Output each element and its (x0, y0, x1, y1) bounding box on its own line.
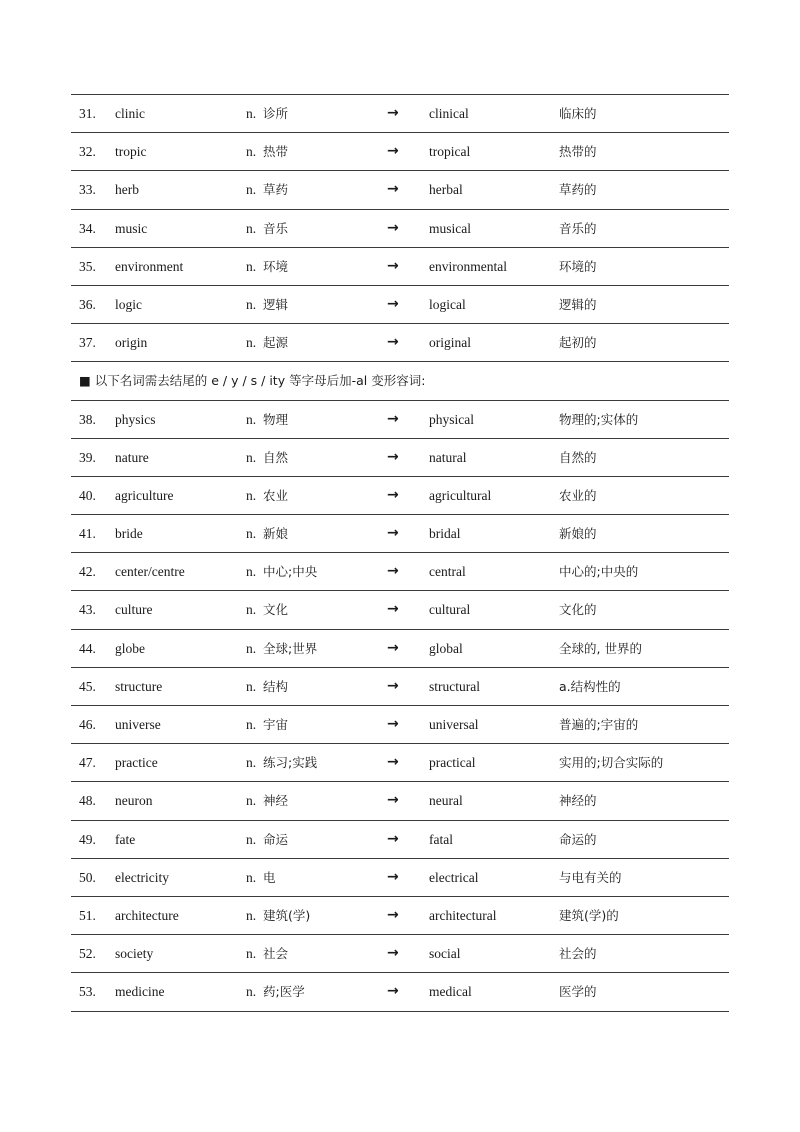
adjective-word: fatal (429, 831, 453, 847)
table-row (71, 324, 729, 362)
entry-number: 50. (79, 869, 96, 885)
adjective-word: architectural (429, 907, 497, 923)
noun-translation: 结构 (263, 678, 289, 694)
part-of-speech: n. (246, 602, 257, 618)
entry-number: 48. (79, 793, 96, 809)
entry-number: 41. (79, 526, 96, 542)
part-of-speech: n. (246, 106, 257, 121)
table-row (71, 630, 729, 668)
table-row (71, 286, 729, 324)
adjective-word: natural (429, 449, 467, 465)
adjective-translation: 音乐的 (559, 220, 597, 236)
noun-translation: 自然 (263, 449, 289, 465)
adjective-translation: 环境的 (559, 258, 597, 274)
noun-word: society (115, 946, 154, 962)
part-of-speech: n. (246, 411, 257, 427)
noun-word: universe (115, 717, 161, 732)
table-row (71, 439, 729, 477)
adjective-word: neural (429, 793, 463, 809)
arrow-icon: → (387, 792, 399, 809)
adjective-translation: 文化的 (559, 602, 597, 618)
table-row (71, 973, 729, 1011)
table-row (71, 515, 729, 553)
arrow-icon: → (387, 295, 399, 312)
part-of-speech: n. (246, 258, 257, 274)
arrow-icon: → (387, 219, 399, 236)
arrow-icon: → (387, 334, 399, 351)
entry-number: 32. (79, 144, 96, 160)
part-of-speech: n. (246, 946, 257, 962)
noun-word: structure (115, 678, 163, 694)
entry-number: 40. (79, 487, 96, 503)
table-row (71, 591, 729, 629)
adjective-word: practical (429, 755, 476, 771)
adjective-word: electrical (429, 869, 479, 885)
part-of-speech: n. (246, 755, 257, 771)
adjective-translation: 临床的 (559, 106, 597, 121)
entry-number: 47. (79, 755, 96, 771)
noun-translation: 神经 (263, 793, 289, 809)
table-row (71, 477, 729, 515)
section-note: ■ 以下名词需去结尾的 e / y / s / ity 等字母后加-al 变形容词: (79, 373, 426, 389)
entry-number: 44. (79, 640, 96, 656)
noun-word: electricity (115, 869, 169, 885)
noun-translation: 逻辑 (263, 296, 289, 312)
table-row (71, 897, 729, 935)
arrow-icon: → (387, 716, 399, 732)
arrow-icon: → (387, 257, 399, 274)
adjective-translation: 医学的 (559, 984, 597, 1000)
part-of-speech: n. (246, 984, 257, 1000)
entry-number: 35. (79, 258, 96, 274)
noun-word: neuron (115, 793, 153, 809)
arrow-icon: → (387, 181, 399, 198)
table-row (71, 95, 729, 133)
adjective-word: central (429, 564, 466, 580)
table-row (71, 821, 729, 859)
arrow-icon: → (387, 525, 399, 542)
adjective-word: cultural (429, 602, 471, 618)
entry-number: 34. (79, 220, 96, 236)
noun-word: culture (115, 602, 153, 618)
arrow-icon: → (387, 601, 399, 618)
adjective-translation: 农业的 (559, 487, 597, 503)
part-of-speech: n. (246, 220, 257, 236)
part-of-speech: n. (246, 526, 257, 542)
noun-translation: 物理 (263, 411, 289, 427)
arrow-icon: → (387, 906, 399, 923)
noun-translation: 练习;实践 (263, 755, 318, 771)
adjective-translation: 草药的 (559, 182, 597, 198)
noun-word: medicine (115, 984, 165, 1000)
noun-word: nature (115, 449, 149, 465)
entry-number: 37. (79, 335, 96, 351)
table-row (71, 171, 729, 209)
word-list-group-b (71, 401, 729, 1012)
adjective-translation: 与电有关的 (559, 869, 622, 885)
arrow-icon: → (387, 639, 399, 656)
adjective-translation: 神经的 (559, 793, 597, 809)
noun-translation: 音乐 (263, 220, 289, 236)
adjective-word: global (429, 640, 463, 656)
noun-translation: 命运 (263, 831, 289, 847)
noun-word: globe (115, 640, 145, 656)
adjective-translation: 自然的 (559, 449, 597, 465)
arrow-icon: → (387, 754, 399, 771)
table-row (71, 744, 729, 782)
part-of-speech: n. (246, 717, 257, 732)
noun-translation: 宇宙 (263, 717, 289, 732)
noun-word: practice (115, 755, 158, 771)
adjective-word: clinical (429, 106, 469, 121)
table-row (71, 706, 729, 744)
noun-translation: 环境 (263, 258, 289, 274)
entry-number: 51. (79, 907, 96, 923)
arrow-icon: → (387, 945, 399, 962)
adjective-translation: 逻辑的 (559, 296, 597, 312)
adjective-translation: 物理的;实体的 (559, 411, 639, 427)
entry-number: 52. (79, 946, 96, 962)
part-of-speech: n. (246, 182, 257, 198)
table-row (71, 553, 729, 591)
arrow-icon: → (387, 486, 399, 503)
adjective-translation: 新娘的 (559, 526, 597, 542)
noun-word: bride (115, 526, 143, 542)
arrow-icon: → (387, 563, 399, 580)
table-row (71, 133, 729, 171)
entry-number: 33. (79, 182, 96, 198)
noun-translation: 草药 (263, 182, 289, 198)
section-note-row (71, 362, 729, 400)
noun-translation: 建筑(学) (263, 907, 311, 923)
adjective-word: structural (429, 678, 480, 694)
noun-word: clinic (115, 106, 145, 121)
noun-word: tropic (115, 144, 147, 160)
adjective-translation: a.结构性的 (559, 678, 621, 694)
noun-word: music (115, 220, 148, 236)
noun-translation: 社会 (263, 946, 289, 962)
part-of-speech: n. (246, 449, 257, 465)
part-of-speech: n. (246, 907, 257, 923)
adjective-translation: 普遍的;宇宙的 (559, 717, 639, 732)
noun-word: origin (115, 335, 148, 351)
entry-number: 31. (79, 106, 96, 121)
part-of-speech: n. (246, 831, 257, 847)
part-of-speech: n. (246, 793, 257, 809)
entry-number: 43. (79, 602, 96, 618)
noun-word: architecture (115, 907, 179, 923)
noun-translation: 农业 (263, 487, 289, 503)
part-of-speech: n. (246, 144, 257, 160)
noun-word: logic (115, 296, 142, 312)
adjective-word: agricultural (429, 487, 492, 503)
noun-word: agriculture (115, 487, 174, 503)
adjective-translation: 建筑(学)的 (559, 907, 619, 923)
adjective-word: herbal (429, 182, 463, 198)
table-row (71, 782, 729, 820)
part-of-speech: n. (246, 869, 257, 885)
noun-translation: 文化 (263, 602, 289, 618)
entry-number: 45. (79, 678, 96, 694)
arrow-icon: → (387, 448, 399, 465)
adjective-translation: 全球的, 世界的 (559, 640, 642, 656)
part-of-speech: n. (246, 678, 257, 694)
adjective-translation: 热带的 (559, 144, 597, 160)
entry-number: 39. (79, 449, 96, 465)
adjective-word: social (429, 946, 461, 962)
adjective-translation: 社会的 (559, 946, 597, 962)
part-of-speech: n. (246, 335, 257, 351)
adjective-word: original (429, 335, 471, 351)
adjective-word: medical (429, 984, 472, 1000)
noun-translation: 电 (263, 869, 276, 885)
noun-word: center/centre (115, 564, 185, 580)
word-list-group-a (71, 95, 729, 362)
noun-translation: 诊所 (263, 106, 289, 121)
arrow-icon: → (387, 868, 399, 885)
arrow-icon: → (387, 143, 399, 160)
adjective-translation: 命运的 (559, 831, 597, 847)
adjective-translation: 起初的 (559, 335, 597, 351)
entry-number: 42. (79, 564, 96, 580)
noun-translation: 全球;世界 (263, 640, 318, 656)
adjective-word: bridal (429, 526, 461, 542)
arrow-icon: → (387, 677, 399, 694)
table-row (71, 401, 729, 439)
adjective-translation: 中心的;中央的 (559, 564, 639, 580)
adjective-word: environmental (429, 258, 507, 274)
table-row (71, 935, 729, 973)
entry-number: 38. (79, 411, 96, 427)
noun-translation: 新娘 (263, 526, 289, 542)
table-row (71, 668, 729, 706)
noun-translation: 药;医学 (263, 984, 305, 1000)
noun-translation: 热带 (263, 144, 289, 160)
noun-word: herb (115, 182, 139, 198)
adjective-word: tropical (429, 144, 471, 160)
arrow-icon: → (387, 105, 399, 121)
part-of-speech: n. (246, 296, 257, 312)
table-row (71, 210, 729, 248)
part-of-speech: n. (246, 564, 257, 580)
noun-word: environment (115, 258, 184, 274)
noun-word: physics (115, 411, 156, 427)
table-row (71, 859, 729, 897)
table-row (71, 248, 729, 286)
entry-number: 36. (79, 296, 96, 312)
adjective-word: physical (429, 411, 474, 427)
adjective-word: musical (429, 220, 471, 236)
noun-translation: 中心;中央 (263, 564, 318, 580)
noun-word: fate (115, 831, 136, 847)
entry-number: 46. (79, 717, 96, 732)
adjective-word: logical (429, 296, 466, 312)
adjective-word: universal (429, 717, 479, 732)
adjective-translation: 实用的;切合实际的 (559, 755, 664, 771)
arrow-icon: → (387, 983, 399, 1000)
entry-number: 49. (79, 831, 96, 847)
part-of-speech: n. (246, 640, 257, 656)
noun-translation: 起源 (263, 335, 289, 351)
entry-number: 53. (79, 984, 96, 1000)
part-of-speech: n. (246, 487, 257, 503)
arrow-icon: → (387, 830, 399, 847)
arrow-icon: → (387, 410, 399, 427)
vocabulary-table (71, 94, 729, 1012)
